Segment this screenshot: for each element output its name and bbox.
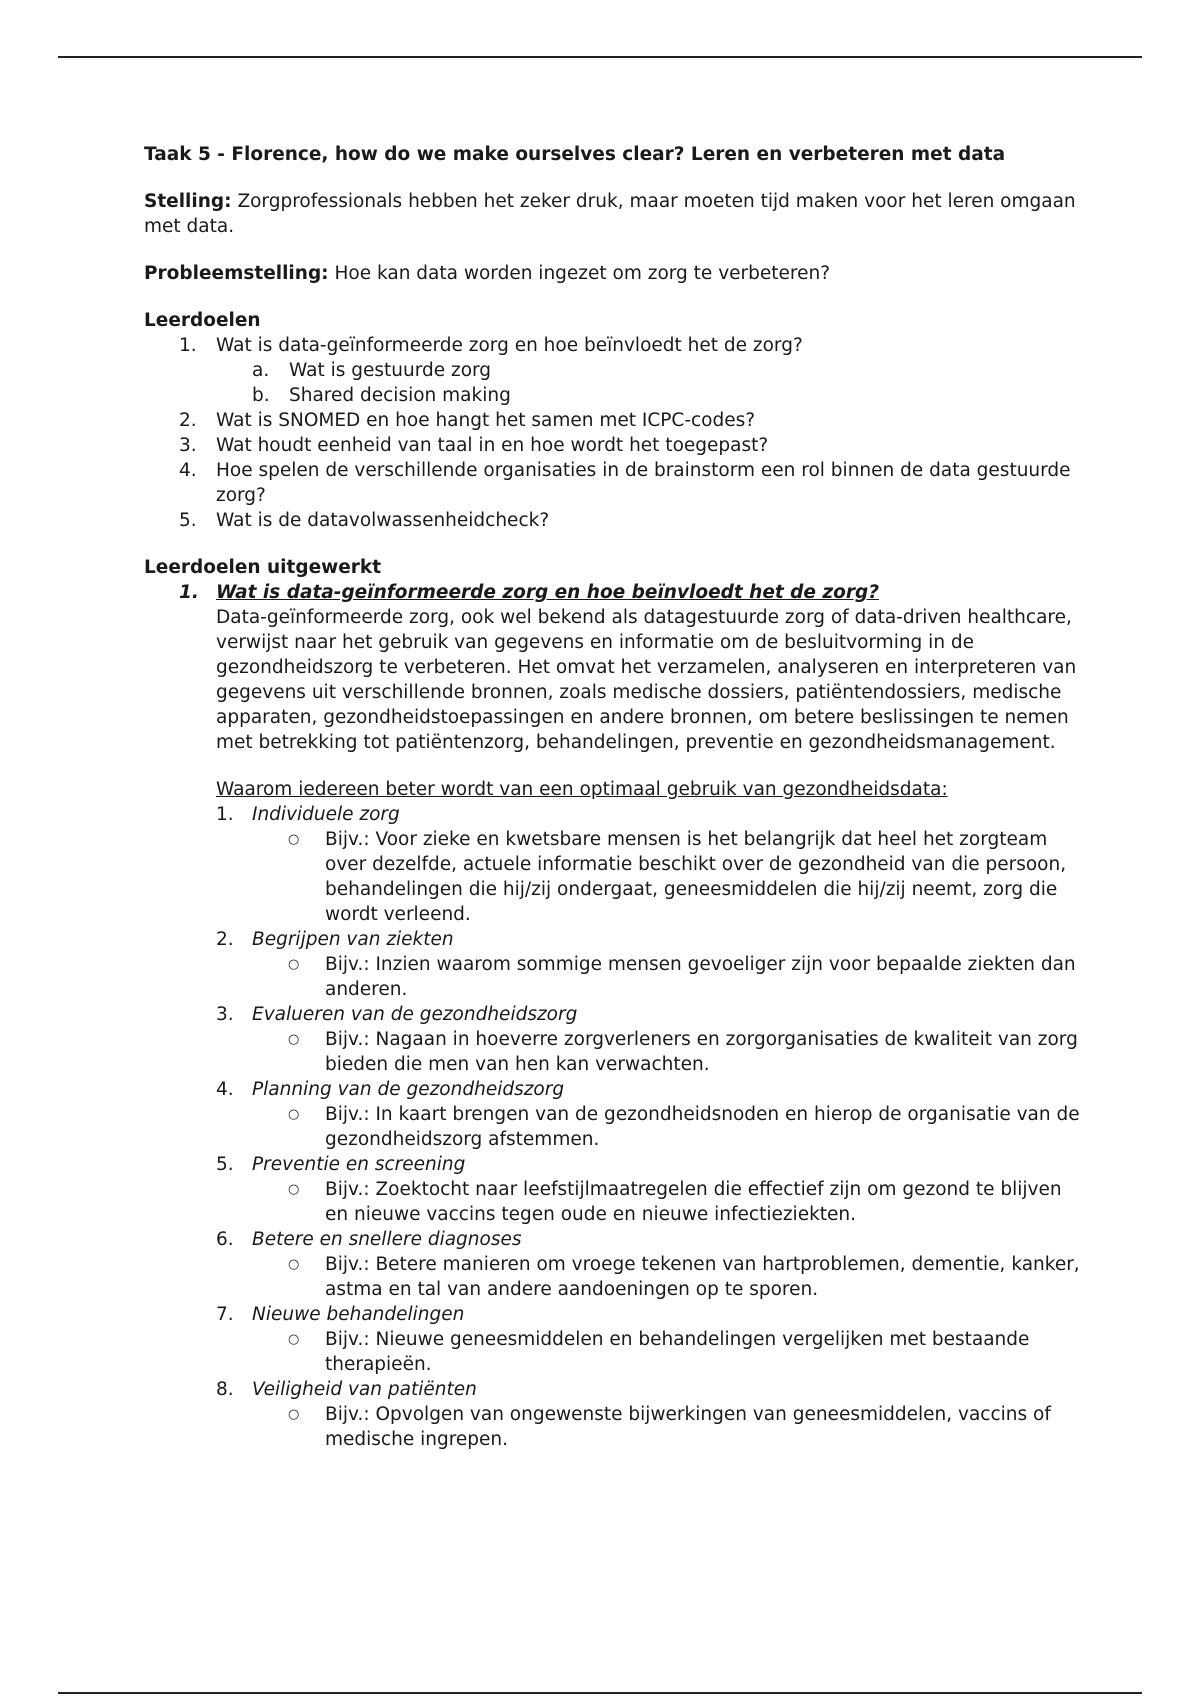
why-item-example-text: Bijv.: Nieuwe geneesmiddelen en behandelingen vergelijken met bestaande therapieën. — [325, 1329, 1030, 1375]
why-item-example-text: Bijv.: Opvolgen van ongewenste bijwerkingen van geneesmiddelen, vaccins of medische ingrepen. — [325, 1404, 1051, 1450]
section-1-title: 1. Wat is data-geïnformeerde zorg en hoe beïnvloedt het de zorg? — [179, 582, 879, 603]
probleemstelling-text: Hoe kan data worden ingezet om zorg te verbeteren? — [328, 263, 831, 284]
list-item: 4. Hoe spelen de verschillende organisaties in de brainstorm een rol binnen de data gestuurde zorg? — [179, 460, 1071, 506]
list-item: 1. Wat is data-geïnformeerde zorg en hoe beïnvloedt het de zorg? — [179, 335, 803, 356]
circle-bullet-icon: ○ — [288, 1182, 300, 1197]
why-item-example-text: Bijv.: Voor zieke en kwetsbare mensen is het belangrijk dat heel het zorgteam over dezelfde, actuele informatie beschikt over de gezondheid van die persoon, behandelingen die hij/zij ondergaat, geneesmiddelen die hij/zij neemt, zorg die wordt verleend. — [325, 829, 1067, 925]
why-item — [144, 927, 1084, 952]
stelling-label: Stelling: — [144, 191, 232, 212]
circle-bullet-icon: ○ — [288, 1257, 300, 1272]
sub-list-item: b. Shared decision making — [252, 385, 511, 406]
why-list — [144, 802, 1084, 1452]
list-item: 2. Wat is SNOMED en hoe hangt het samen met ICPC-codes? — [179, 410, 756, 431]
circle-bullet-icon: ○ — [288, 1032, 300, 1047]
circle-bullet-icon: ○ — [288, 832, 300, 847]
circle-bullet-icon: ○ — [288, 1407, 300, 1422]
why-item — [144, 1302, 1084, 1327]
why-item-example — [144, 1252, 1084, 1302]
why-item — [144, 1152, 1084, 1177]
why-item-number: 7. — [216, 1304, 234, 1325]
why-item — [144, 1077, 1084, 1102]
why-item-number: 1. — [216, 804, 234, 825]
probleemstelling — [144, 261, 1084, 286]
top-rule — [58, 56, 1142, 58]
why-item-example — [144, 1327, 1084, 1377]
why-item-example-text: Bijv.: In kaart brengen van de gezondheidsnoden en hierop de organisatie van de gezondheidszorg afstemmen. — [325, 1104, 1080, 1150]
stelling — [144, 189, 1084, 239]
circle-bullet-icon: ○ — [288, 1332, 300, 1347]
list-item: 3. Wat houdt eenheid van taal in en hoe wordt het toegepast? — [179, 435, 769, 456]
why-item-title: Begrijpen van ziekten — [252, 929, 454, 950]
sub-list-item: a. Wat is gestuurde zorg — [252, 360, 492, 381]
why-item-number: 6. — [216, 1229, 234, 1250]
why-item-example-text: Bijv.: Inzien waarom sommige mensen gevoeliger zijn voor bepaalde ziekten dan anderen. — [325, 954, 1076, 1000]
why-item — [144, 1002, 1084, 1027]
circle-bullet-icon: ○ — [288, 957, 300, 972]
leerdoelen-heading: Leerdoelen — [144, 310, 261, 331]
why-item-example — [144, 1027, 1084, 1077]
why-item-example — [144, 952, 1084, 1002]
probleemstelling-label: Probleemstelling: — [144, 263, 329, 284]
why-item-title: Preventie en screening — [252, 1154, 466, 1175]
why-item-title: Evalueren van de gezondheidszorg — [252, 1004, 578, 1025]
stelling-text: Zorgprofessionals hebben het zeker druk, maar moeten tijd maken voor het leren omgaan met data. — [144, 191, 1076, 237]
why-item-example — [144, 1102, 1084, 1152]
why-heading: Waarom iedereen beter wordt van een optimaal gebruik van gezondheidsdata: — [216, 779, 948, 800]
why-item-number: 3. — [216, 1004, 234, 1025]
why-item-example — [144, 1177, 1084, 1227]
why-item — [144, 1227, 1084, 1252]
circle-bullet-icon: ○ — [288, 1107, 300, 1122]
why-item-title: Individuele zorg — [252, 804, 400, 825]
list-item: 5. Wat is de datavolwassenheidcheck? — [179, 510, 550, 531]
leerdoelen-list — [144, 333, 1084, 533]
why-item-title: Veiligheid van patiënten — [252, 1379, 477, 1400]
uitgewerkt-heading: Leerdoelen uitgewerkt — [144, 557, 382, 578]
why-item-example — [144, 1402, 1084, 1452]
why-item-number: 5. — [216, 1154, 234, 1175]
why-item-number: 4. — [216, 1079, 234, 1100]
why-item-title: Nieuwe behandelingen — [252, 1304, 465, 1325]
document-body — [144, 142, 1084, 1452]
why-item-number: 8. — [216, 1379, 234, 1400]
why-item-example-text: Bijv.: Nagaan in hoeverre zorgverleners en zorgorganisaties de kwaliteit van zorg bieden die men van hen kan verwachten. — [325, 1029, 1078, 1075]
why-item-example-text: Bijv.: Zoektocht naar leefstijlmaatregelen die effectief zijn om gezond te blijven en nieuwe vaccins tegen oude en nieuwe infectieziekten. — [325, 1179, 1062, 1225]
why-item — [144, 802, 1084, 827]
why-item-title: Planning van de gezondheidszorg — [252, 1079, 565, 1100]
why-item-example-text: Bijv.: Betere manieren om vroege tekenen van hartproblemen, dementie, kanker, astma en tal van andere aandoeningen op te sporen. — [325, 1254, 1080, 1300]
why-item-example — [144, 827, 1084, 927]
why-item-number: 2. — [216, 929, 234, 950]
why-item — [144, 1377, 1084, 1402]
why-item-title: Betere en snellere diagnoses — [252, 1229, 522, 1250]
document-title: Taak 5 - Florence, how do we make ourselves clear? Leren en verbeteren met data — [144, 144, 1006, 165]
section-1-paragraph: Data-geïnformeerde zorg, ook wel bekend als datagestuurde zorg of data-driven healthcare, verwijst naar het gebruik van gegevens en informatie om de besluitvorming in de gezondheidszorg te verbeteren. Het omvat het verzamelen, analyseren en interpreteren van gegevens uit verschillende bronnen, zoals medische dossiers, patiëntendossiers, medische apparaten, gezondheidstoepassingen en andere bronnen, om betere beslissingen te nemen met betrekking tot patiëntenzorg, behandelingen, preventie en gezondheidsmanagement. — [216, 607, 1077, 753]
bottom-rule — [58, 1692, 1142, 1694]
